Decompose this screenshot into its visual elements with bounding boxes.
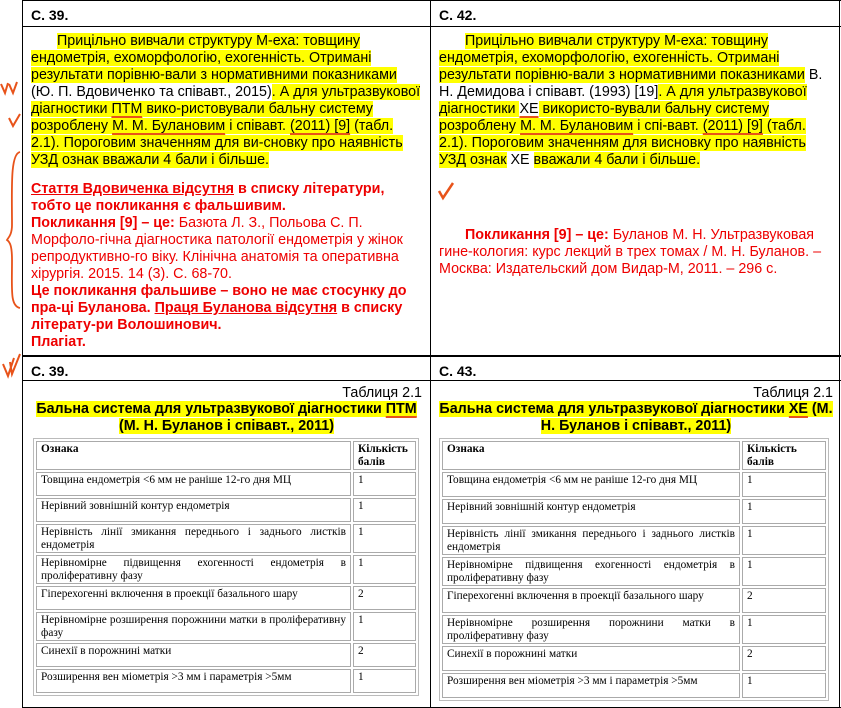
table-row	[442, 472, 826, 497]
score-cell: 1	[742, 526, 826, 555]
feature-cell: Синехії в порожнині матки	[442, 646, 740, 671]
right-note	[439, 227, 833, 278]
title-part: (М. Н. Буланов і співавт., 2011)	[540, 401, 833, 434]
score-cell: 2	[353, 643, 416, 667]
text-segment: в списку літерату-ри Волошинович.	[31, 300, 403, 333]
table-row	[36, 612, 416, 641]
text-segment: В. Н. Демидова і співавт. (1993) [19]	[439, 67, 823, 100]
title-part: (М. Н. Буланов і співавт., 2011)	[119, 418, 334, 434]
score-cell: 1	[353, 669, 416, 693]
feature-cell: Нерівномірне розширення порожнини матки в проліферативну фазу	[36, 612, 351, 641]
score-cell: 1	[353, 524, 416, 553]
score-cell: 1	[353, 472, 416, 496]
left-note	[31, 181, 422, 351]
text-segment: Стаття Вдовиченка відсутня	[31, 181, 234, 197]
score-cell: 1	[742, 499, 826, 524]
left-table-cell	[23, 381, 431, 708]
score-cell: 1	[353, 612, 416, 641]
column-header: Кількість балів	[742, 441, 826, 470]
page-ref-left-bottom: С. 39.	[23, 356, 431, 381]
text-segment: Це покликання фальшиве – воно не має стосунку до пра-ці Буланова.	[31, 283, 407, 316]
table-row	[36, 555, 416, 584]
text-segment: і співавт.	[225, 118, 290, 134]
text-segment: М. М. Булановим	[112, 118, 226, 134]
table-row	[36, 498, 416, 522]
table-header-row	[36, 441, 416, 470]
table-header-row	[442, 441, 826, 470]
table-row	[442, 526, 826, 555]
text-segment: Покликання [9] – це:	[465, 227, 609, 243]
table-row	[36, 524, 416, 553]
score-cell: 1	[742, 615, 826, 644]
text-segment: використо-вували бальну систему розроблену	[439, 101, 770, 134]
table-row	[442, 646, 826, 671]
table-title	[439, 401, 833, 435]
table-row	[36, 472, 416, 496]
table-row	[36, 669, 416, 693]
table-caption: Таблиця 2.1	[753, 385, 833, 401]
double-check-mark-icon	[2, 352, 22, 378]
feature-cell: Нерівномірне підвищення ехогенності ендометрія в проліферативну фазу	[442, 557, 740, 586]
text-segment: Плагіат.	[31, 334, 86, 350]
check-mark-icon	[8, 112, 22, 128]
feature-cell: Синехії в порожнині матки	[36, 643, 351, 667]
double-check-mark-icon	[0, 80, 20, 96]
text-segment: М. М. Булановим	[520, 118, 634, 134]
feature-cell: Товщина ендометрія <6 мм не раніше 12-го дня МЦ	[36, 472, 351, 496]
feature-cell: Розширення вен міометрія >3 мм і параметрія >5мм	[36, 669, 351, 693]
column-header: Ознака	[442, 441, 740, 470]
text-segment: ПТМ	[111, 101, 143, 117]
page-ref-right-bottom: С. 43.	[431, 356, 841, 381]
text-segment: (табл. 2.1). Пороговим значенням для висновку про наявність УЗД ознак	[439, 118, 806, 168]
table-row	[36, 586, 416, 610]
title-abbr: ПТМ	[385, 401, 417, 417]
feature-cell: Нерівномірне підвищення ехогенності ендометрія в проліферативну фазу	[36, 555, 351, 584]
feature-cell: Гіперехогенні включення в проекції базального шару	[36, 586, 351, 610]
right-paragraph	[439, 33, 833, 169]
column-header: Кількість балів	[353, 441, 416, 470]
title-part: Бальна система для ультразвукової діагностики	[36, 401, 386, 417]
text-segment: Прицільно вивчали структуру М-еха: товщину ендометрія, ехоморфологію, exогенність. Отримані результати порівню-вали з нормативними показниками	[439, 33, 805, 83]
text-segment: (2011) [9]	[290, 118, 351, 134]
text-segment: (табл. 2.1). Пороговим значенням для ви-сновку про наявність УЗД ознак вважали 4 бали і більше.	[31, 118, 403, 168]
right-text-cell	[431, 27, 841, 356]
table-row	[36, 643, 416, 667]
text-segment: вважали 4 бали і більше.	[533, 152, 701, 168]
score-cell: 2	[353, 586, 416, 610]
score-cell: 2	[742, 646, 826, 671]
feature-cell: Товщина ендометрія <6 мм не раніше 12-го дня МЦ	[442, 472, 740, 497]
table-title	[31, 401, 422, 435]
score-cell: 1	[353, 555, 416, 584]
score-cell: 1	[742, 557, 826, 586]
brace-icon	[6, 150, 22, 310]
text-segment: Прицільно вивчали структуру М-еха: товщину ендометрія, ехоморфологію, exогенність. Отримані результати порівню-вали з нормативними показниками	[31, 33, 397, 83]
right-table-cell	[431, 381, 841, 708]
comparison-table	[22, 0, 840, 708]
table-row	[442, 499, 826, 524]
score-table	[33, 438, 419, 696]
feature-cell: Гіперехогенні включення в проекції базального шару	[442, 588, 740, 613]
table-caption: Таблиця 2.1	[342, 385, 422, 401]
text-segment: Базюта Л. З., Польова С. П. Морфоло-гічна діагностика патології ендометрія у жінок репродуктивно-го віку. Клінічна анатомія та оперативна хірургія. 2015. 14 (3). С. 68-70.	[31, 215, 403, 282]
text-segment: Буланов М. Н. Ультразвуковая гине-кология: курс лекций в трех томах / М. Н. Буланов. – Москва: Издательский дом Видар-М, 2011. – 296 с.	[439, 227, 822, 277]
table-row	[442, 588, 826, 613]
title-abbr: ХЕ	[788, 401, 808, 417]
feature-cell: Нерівний зовнішній контур ендометрія	[442, 499, 740, 524]
score-cell: 1	[353, 498, 416, 522]
column-header: Ознака	[36, 441, 351, 470]
check-mark-icon	[438, 182, 454, 200]
text-segment: вико-ристовували бальну систему розроблену	[31, 101, 373, 134]
title-part: Бальна система для ультразвукової діагностики	[439, 401, 789, 417]
text-segment: Покликання [9] – це:	[31, 215, 175, 231]
table-row	[442, 615, 826, 644]
text-segment: ХЕ	[506, 152, 534, 168]
text-segment: . А для ультразвукової діагностики	[439, 84, 807, 117]
feature-cell: Розширення вен міометрія >3 мм і параметрія >5мм	[442, 673, 740, 698]
left-text-cell	[23, 27, 431, 356]
text-segment: Праця Буланова відсутня	[154, 300, 338, 316]
text-segment: (Ю. П. Вдовиченко та співавт., 2015)	[31, 84, 272, 100]
score-cell: 2	[742, 588, 826, 613]
page-ref-left-top: С. 39.	[23, 0, 431, 27]
table-row	[442, 557, 826, 586]
feature-cell: Нерівномірне розширення порожнини матки в проліферативну фазу	[442, 615, 740, 644]
feature-cell: Нерівність лінії змикання переднього і заднього листків ендометрія	[36, 524, 351, 553]
text-segment: (2011) [9]	[702, 118, 763, 134]
score-cell: 1	[742, 673, 826, 698]
score-cell: 1	[742, 472, 826, 497]
text-segment: і спі-вавт.	[633, 118, 703, 134]
left-paragraph	[31, 33, 422, 169]
feature-cell: Нерівність лінії змикання переднього і заднього листків ендометрія	[442, 526, 740, 555]
text-segment: ХЕ	[519, 101, 539, 117]
page-ref-right-top: С. 42.	[431, 0, 841, 27]
text-segment: . А для ультразвукової діагностики	[31, 84, 421, 117]
score-table	[439, 438, 829, 701]
table-row	[442, 673, 826, 698]
text-segment: в списку літератури, тобто це покликання є фальшивим.	[31, 181, 385, 214]
feature-cell: Нерівний зовнішній контур ендометрія	[36, 498, 351, 522]
